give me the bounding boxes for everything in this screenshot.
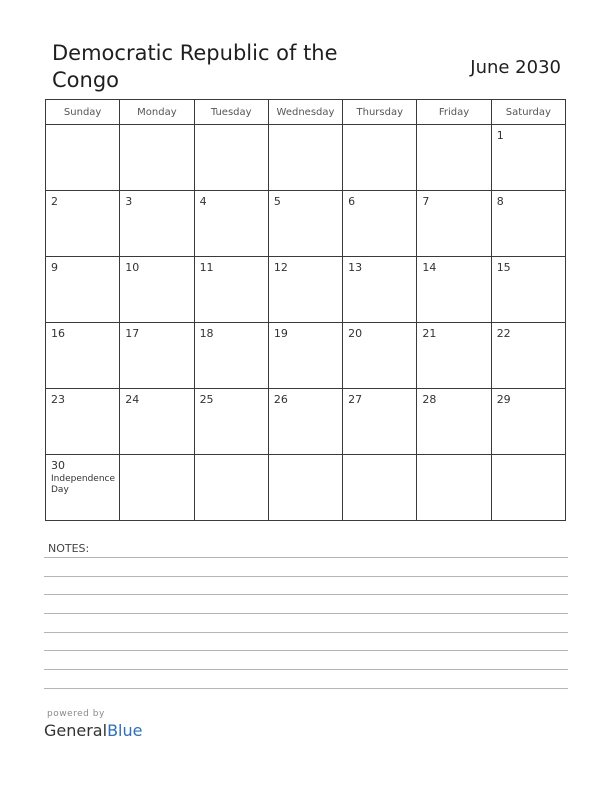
day-cell bbox=[194, 389, 268, 455]
day-cell bbox=[417, 455, 491, 521]
day-cell bbox=[120, 323, 194, 389]
day-number bbox=[195, 125, 268, 129]
week-row bbox=[46, 125, 566, 191]
weekday-header: Sunday bbox=[46, 100, 120, 125]
day-cell bbox=[268, 125, 342, 191]
weekday-header: Tuesday bbox=[194, 100, 268, 125]
day-cell bbox=[417, 323, 491, 389]
note-line bbox=[44, 576, 568, 577]
day-number bbox=[492, 455, 565, 459]
weekday-header: Saturday bbox=[491, 100, 565, 125]
note-line bbox=[44, 594, 568, 595]
day-cell bbox=[46, 323, 120, 389]
day-number: 4 bbox=[199, 195, 207, 208]
day-number: 27 bbox=[348, 393, 363, 406]
day-cell bbox=[491, 323, 565, 389]
day-cell bbox=[120, 125, 194, 191]
day-cell bbox=[120, 455, 194, 521]
day-number: 11 bbox=[199, 261, 214, 274]
day-number bbox=[46, 125, 119, 129]
day-cell bbox=[120, 389, 194, 455]
day-number: 13 bbox=[348, 261, 363, 274]
day-cell bbox=[194, 191, 268, 257]
day-cell bbox=[46, 389, 120, 455]
day-cell bbox=[120, 257, 194, 323]
day-number: 3 bbox=[125, 195, 133, 208]
day-number: 21 bbox=[422, 327, 437, 340]
day-cell bbox=[417, 389, 491, 455]
generalblue-logo bbox=[44, 721, 142, 740]
day-number: 10 bbox=[125, 261, 140, 274]
day-cell bbox=[268, 455, 342, 521]
day-cell bbox=[194, 125, 268, 191]
day-cell bbox=[46, 125, 120, 191]
day-number: 9 bbox=[51, 261, 58, 274]
week-row bbox=[46, 323, 566, 389]
calendar-grid bbox=[45, 99, 566, 521]
week-row bbox=[46, 455, 566, 521]
day-cell bbox=[46, 455, 120, 521]
day-cell bbox=[46, 257, 120, 323]
day-number: 29 bbox=[496, 393, 511, 406]
day-number: 19 bbox=[273, 327, 288, 340]
day-cell bbox=[46, 191, 120, 257]
day-cell bbox=[491, 191, 565, 257]
note-line bbox=[44, 688, 568, 689]
weekday-header-row bbox=[46, 100, 566, 125]
day-number: 23 bbox=[51, 393, 65, 406]
day-number: 8 bbox=[496, 195, 504, 208]
logo-text-blue: Blue bbox=[107, 721, 143, 740]
day-number: 6 bbox=[348, 195, 356, 208]
weekday-header: Monday bbox=[120, 100, 194, 125]
day-number bbox=[343, 455, 416, 459]
day-number: 1 bbox=[496, 129, 504, 142]
day-cell bbox=[491, 455, 565, 521]
powered-by-text: powered by bbox=[47, 709, 105, 719]
day-number bbox=[120, 125, 193, 129]
day-cell bbox=[194, 323, 268, 389]
day-number bbox=[343, 125, 416, 129]
day-number: 30 bbox=[51, 459, 65, 472]
week-row bbox=[46, 191, 566, 257]
notes-label: NOTES: bbox=[48, 542, 90, 555]
weekday-header: Wednesday bbox=[268, 100, 342, 125]
day-number bbox=[269, 125, 342, 129]
day-cell bbox=[120, 191, 194, 257]
weekday-header: Thursday bbox=[343, 100, 417, 125]
day-number: 2 bbox=[51, 195, 58, 208]
day-cell bbox=[343, 191, 417, 257]
day-number: 22 bbox=[496, 327, 511, 340]
day-number bbox=[120, 455, 193, 459]
note-line bbox=[44, 613, 568, 614]
logo-text-general: General bbox=[44, 721, 108, 740]
day-cell bbox=[343, 257, 417, 323]
day-number: 14 bbox=[422, 261, 437, 274]
day-number bbox=[269, 455, 342, 459]
calendar-month: June 2030 bbox=[470, 57, 561, 78]
note-line bbox=[44, 557, 568, 558]
day-cell bbox=[268, 257, 342, 323]
calendar-title: Democratic Republic of the Congo bbox=[52, 41, 338, 92]
day-cell bbox=[491, 257, 565, 323]
day-cell bbox=[194, 455, 268, 521]
day-number: 18 bbox=[199, 327, 214, 340]
day-number: 15 bbox=[496, 261, 511, 274]
week-row bbox=[46, 389, 566, 455]
day-number bbox=[417, 125, 490, 129]
day-cell bbox=[268, 191, 342, 257]
day-cell bbox=[268, 323, 342, 389]
note-line bbox=[44, 650, 568, 651]
day-cell bbox=[268, 389, 342, 455]
day-number: 17 bbox=[125, 327, 140, 340]
day-number: 25 bbox=[199, 393, 214, 406]
day-cell bbox=[343, 323, 417, 389]
day-number: 7 bbox=[422, 195, 430, 208]
holiday-label: Independence Day bbox=[51, 474, 116, 495]
day-cell bbox=[194, 257, 268, 323]
day-cell bbox=[417, 257, 491, 323]
day-cell bbox=[343, 389, 417, 455]
day-cell bbox=[343, 125, 417, 191]
day-number: 5 bbox=[273, 195, 281, 208]
note-line bbox=[44, 669, 568, 670]
day-number: 16 bbox=[51, 327, 65, 340]
day-cell bbox=[343, 455, 417, 521]
week-row bbox=[46, 257, 566, 323]
day-number: 24 bbox=[125, 393, 140, 406]
weekday-header: Friday bbox=[417, 100, 491, 125]
day-number bbox=[195, 455, 268, 459]
day-number bbox=[417, 455, 490, 459]
day-number: 28 bbox=[422, 393, 437, 406]
note-line bbox=[44, 632, 568, 633]
day-cell bbox=[417, 191, 491, 257]
day-cell bbox=[491, 389, 565, 455]
day-number: 20 bbox=[348, 327, 363, 340]
day-cell bbox=[417, 125, 491, 191]
day-number: 12 bbox=[273, 261, 288, 274]
day-number: 26 bbox=[273, 393, 288, 406]
day-cell bbox=[491, 125, 565, 191]
